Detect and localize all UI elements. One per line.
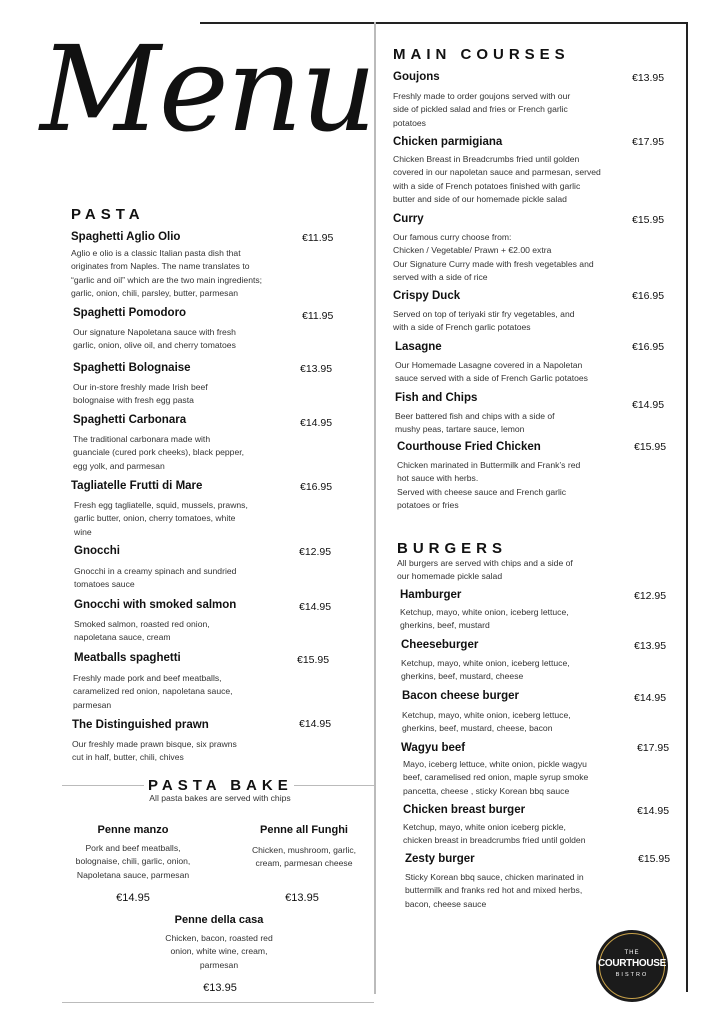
item-name: Spaghetti Aglio Olio [71, 231, 181, 243]
item-name: Penne manzo [97, 824, 169, 836]
item-name: Spaghetti Carbonara [73, 414, 187, 426]
item-desc: Chicken marinated in Buttermilk and Frank’s red hot sauce with herbs. Served with cheese sauce and French garlic potatoes or fries [397, 460, 581, 510]
item-desc: Sticky Korean bbq sauce, chicken marinated in buttermilk and franks red hot and mixed herbs, bacon, cheese sauce [405, 872, 584, 909]
item-price: €12.95 [634, 590, 667, 602]
item-name: The Distinguished prawn [72, 719, 209, 731]
item-price: €14.95 [299, 601, 332, 613]
item-price: €13.95 [300, 363, 333, 375]
item-desc: Ketchup, mayo, white onion, iceberg lettuce, gherkins, beef, mustard [400, 607, 569, 631]
burgers-heading: BURGERS [397, 540, 508, 557]
logo-line-2: COURTHOUSE [597, 958, 667, 969]
item-price: €17.95 [637, 742, 670, 754]
item-desc: Gnocchi in a creamy spinach and sundried tomatoes sauce [74, 566, 237, 590]
item-price: €14.95 [299, 718, 332, 730]
item-price: €15.95 [634, 441, 667, 453]
item-name: Chicken breast burger [403, 804, 526, 816]
item-name: Curry [393, 213, 424, 225]
item-desc: Served on top of teriyaki stir fry vegetables, and with a side of French garlic potatoes [393, 309, 575, 333]
item-price: €13.95 [632, 72, 665, 84]
item-desc: Aglio e olio is a classic Italian pasta dish that originates from Naples. The name translates to “garlic and oil” which are the two main ingredients; garlic, onion, chili, parsley, butter, parmesan [71, 248, 263, 298]
item-desc: Beer battered fish and chips with a side of mushy peas, tartare sauce, lemon [395, 411, 555, 435]
frame-right-line [686, 22, 688, 992]
item-desc: Mayo, iceberg lettuce, white onion, pickle wagyu beef, caramelised red onion, maple syrup smoke pancetta, cheese , sticky Korean bbq sauce [403, 759, 589, 796]
item-name: Cheeseburger [401, 639, 479, 651]
item-name: Wagyu beef [401, 742, 466, 754]
item-price: €15.95 [632, 214, 665, 226]
item-desc: Chicken, mushroom, garlic, cream, parmesan cheese [251, 845, 357, 869]
item-price: €16.95 [632, 290, 665, 302]
item-name: Meatballs spaghetti [74, 652, 181, 664]
item-name: Hamburger [400, 589, 462, 601]
item-price: €14.95 [632, 399, 665, 411]
item-desc: Ketchup, mayo, white onion iceberg pickle, chicken breast in breadcrumbs fried until golden [403, 822, 586, 846]
item-name: Gnocchi with smoked salmon [74, 599, 237, 611]
item-desc: Our Homemade Lasagne covered in a Napoletan sauce served with a side of French Garlic potatoes [395, 360, 588, 384]
item-price: €15.95 [297, 654, 330, 666]
item-desc: Ketchup, mayo, white onion, iceberg lettuce, gherkins, beef, mustard, cheese, bacon [402, 710, 571, 734]
item-price: €17.95 [632, 136, 665, 148]
item-name: Gnocchi [74, 545, 121, 557]
item-desc: Chicken, bacon, roasted red onion, white wine, cream, parmesan [165, 933, 273, 970]
item-desc: Our signature Napoletana sauce with fresh garlic, onion, olive oil, and cherry tomatoes [73, 327, 236, 351]
item-price: €12.95 [299, 546, 332, 558]
item-name: Bacon cheese burger [402, 690, 519, 702]
item-price: €16.95 [632, 341, 665, 353]
item-name: Chicken parmigiana [393, 136, 503, 148]
item-name: Penne all Funghi [259, 824, 348, 836]
main-courses-heading: MAIN COURSES [393, 46, 570, 63]
item-name: Zesty burger [405, 853, 475, 865]
item-price: €11.95 [302, 232, 334, 244]
courthouse-logo [596, 930, 668, 1002]
item-name: Goujons [393, 71, 440, 83]
item-desc: Chicken Breast in Breadcrumbs fried until golden covered in our napoletan sauce and parmesan, served with a side of French potatoes finished with garlic butter and side of our homemade pickle salad [393, 154, 601, 204]
item-name: Tagliatelle Frutti di Mare [71, 480, 203, 492]
item-price: €15.95 [638, 853, 671, 865]
item-desc: Fresh egg tagliatelle, squid, mussels, prawns, garlic butter, onion, cherry tomatoes, white wine [74, 500, 248, 537]
item-price: €14.95 [637, 805, 670, 817]
item-name: Courthouse Fried Chicken [397, 441, 541, 453]
item-price: €14.95 [634, 692, 667, 704]
item-name: Penne della casa [174, 914, 264, 926]
pasta-bake-heading: PASTA BAKE [148, 777, 293, 794]
item-name: Lasagne [395, 341, 442, 353]
item-desc: Our famous curry choose from: Chicken / Vegetable/ Prawn + €2.00 extra Our Signature Curry made with fresh vegetables and served with a side of rice [393, 232, 594, 282]
item-desc: Ketchup, mayo, white onion, iceberg lettuce, gherkins, beef, mustard, cheese [401, 658, 570, 682]
item-desc: Smoked salmon, roasted red onion, napoletana sauce, cream [74, 619, 210, 643]
item-desc: Freshly made to order goujons served with our side of pickled salad and fries or French garlic potatoes [393, 91, 571, 128]
divider [294, 785, 374, 786]
item-desc: Pork and beef meatballs, bolognaise, chili, garlic, onion, Napoletana sauce, parmesan [75, 843, 191, 880]
item-name: Spaghetti Pomodoro [73, 307, 187, 319]
item-desc: Freshly made pork and beef meatballs, caramelized red onion, napoletana sauce, parmesan [73, 673, 233, 710]
item-price: €11.95 [302, 310, 334, 322]
divider [62, 1002, 374, 1003]
page-title: Menu [40, 20, 375, 158]
pasta-heading: PASTA [71, 206, 145, 223]
item-name: Spaghetti Bolognaise [73, 362, 191, 374]
pasta-bake-subtitle: All pasta bakes are served with chips [149, 793, 291, 803]
item-desc: Our freshly made prawn bisque, six prawns cut in half, butter, chili, chives [72, 739, 237, 763]
item-price: €14.95 [116, 892, 150, 904]
item-price: €13.95 [634, 640, 667, 652]
logo-line-3: BISTRO [615, 972, 649, 978]
item-desc: Our in-store freshly made Irish beef bolognaise with fresh egg pasta [73, 382, 208, 406]
item-price: €16.95 [300, 481, 333, 493]
item-price: €14.95 [300, 417, 333, 429]
item-desc: The traditional carbonara made with guanciale (cured pork cheeks), black pepper, egg yolk, and parmesan [73, 434, 245, 471]
burgers-subtitle: All burgers are served with chips and a side of our homemade pickle salad [397, 558, 573, 582]
item-price: €13.95 [203, 982, 237, 994]
item-name: Crispy Duck [393, 290, 461, 302]
divider [62, 785, 144, 786]
item-name: Fish and Chips [395, 392, 478, 404]
item-price: €13.95 [285, 892, 319, 904]
logo-line-1: THE [624, 950, 640, 956]
